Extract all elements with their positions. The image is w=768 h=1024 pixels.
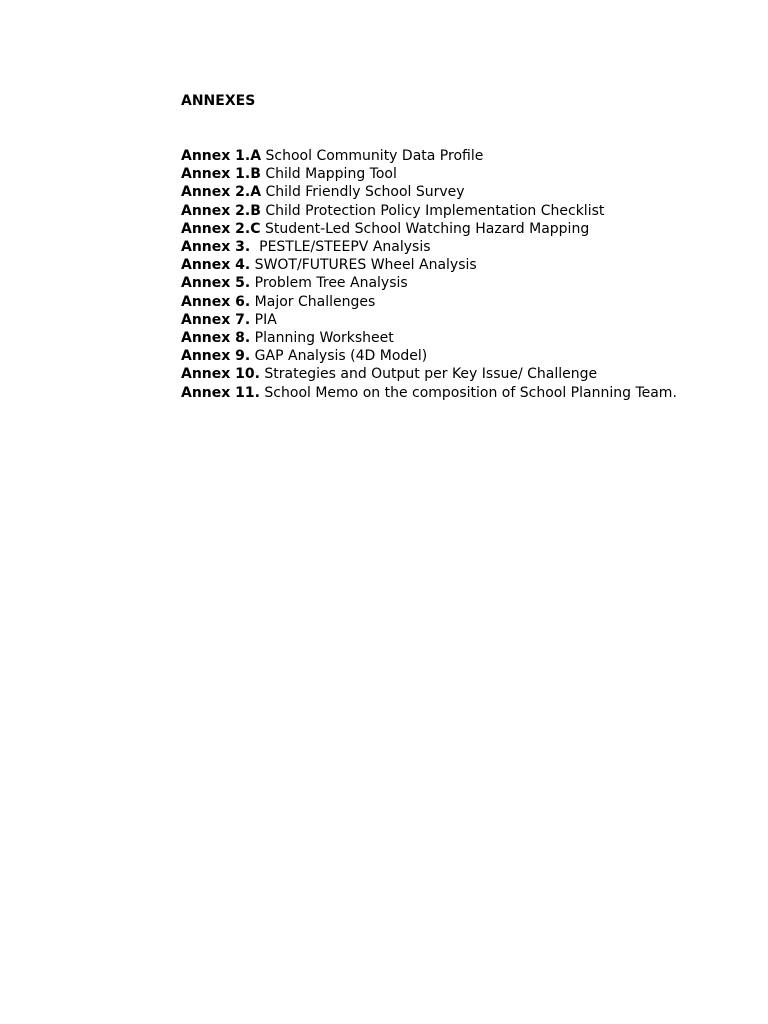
annex-number: Annex 10. xyxy=(181,366,260,383)
annex-number: Annex 1.B xyxy=(181,166,261,183)
annex-item-1a xyxy=(181,147,681,165)
annex-title: Child Protection Policy Implementation Checklist xyxy=(260,202,605,219)
annex-title: Planning Worksheet xyxy=(250,330,394,347)
annex-number: Annex 2.C xyxy=(181,220,261,237)
page-title: ANNEXES xyxy=(181,93,256,109)
annex-number: Annex 6. xyxy=(181,293,251,310)
annex-title: PIA xyxy=(250,311,277,328)
annex-title: Student-Led School Watching Hazard Mapping xyxy=(260,220,590,237)
annex-item-11 xyxy=(181,384,681,402)
annex-item-2a xyxy=(181,183,681,201)
document-page xyxy=(181,92,681,402)
annex-number: Annex 2.A xyxy=(181,184,262,201)
annex-item-5 xyxy=(181,274,681,292)
annex-item-4 xyxy=(181,256,681,274)
annex-number: Annex 7. xyxy=(181,311,251,328)
annex-number: Annex 3. xyxy=(181,239,251,256)
annex-number: Annex 4. xyxy=(181,257,251,274)
annex-item-2c xyxy=(181,220,681,238)
annex-number: Annex 11. xyxy=(181,384,260,401)
annex-number: Annex 8. xyxy=(181,330,251,347)
annex-title: School Memo on the composition of School Planning Team. xyxy=(259,384,677,401)
annex-item-6 xyxy=(181,293,681,311)
annex-item-8 xyxy=(181,329,681,347)
annex-item-2b xyxy=(181,202,681,220)
annex-number: Annex 9. xyxy=(181,348,251,365)
annex-number: Annex 2.B xyxy=(181,202,261,219)
annex-title: School Community Data Profile xyxy=(261,148,484,164)
annex-title: SWOT/FUTURES Wheel Analysis xyxy=(250,257,477,274)
annex-item-3 xyxy=(181,238,681,256)
annex-list xyxy=(181,147,681,402)
annex-title: Child Friendly School Survey xyxy=(261,184,465,201)
annex-item-7 xyxy=(181,311,681,329)
annex-title: Child Mapping Tool xyxy=(260,166,397,183)
annex-number: Annex 1.A xyxy=(181,148,262,164)
annex-title: Problem Tree Analysis xyxy=(250,275,408,292)
annex-item-9 xyxy=(181,347,681,365)
annex-title: GAP Analysis (4D Model) xyxy=(250,348,428,365)
annex-title: Major Challenges xyxy=(250,293,376,310)
annex-number: Annex 5. xyxy=(181,275,251,292)
annex-item-10 xyxy=(181,365,681,383)
annex-title: Strategies and Output per Key Issue/ Challenge xyxy=(259,366,598,383)
annex-item-1b xyxy=(181,165,681,183)
annex-title: PESTLE/STEEPV Analysis xyxy=(250,239,431,256)
